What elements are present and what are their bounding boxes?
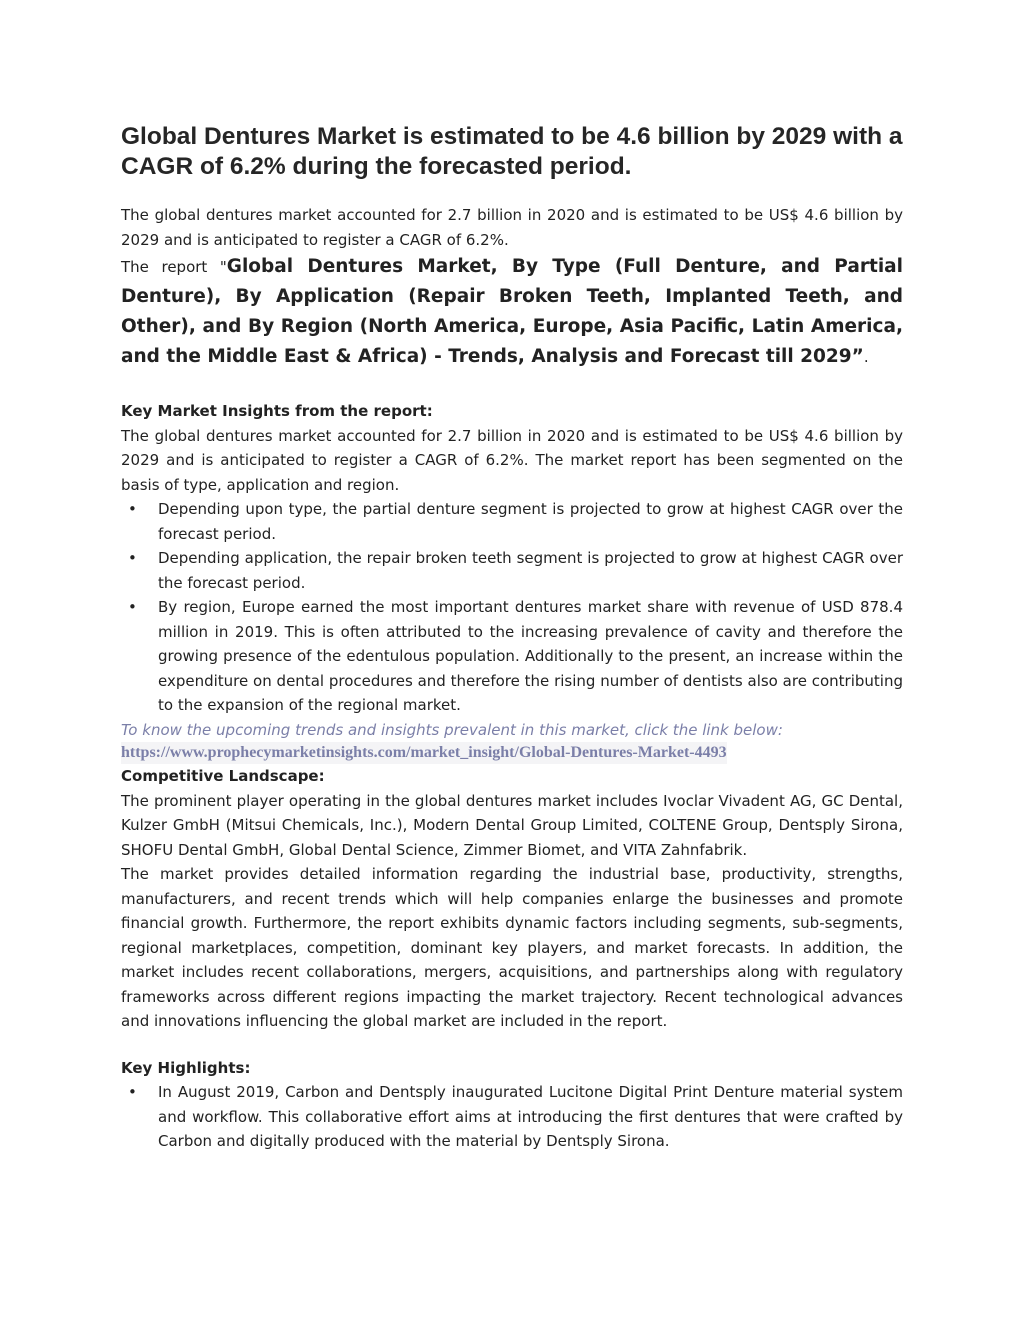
insights-heading: Key Market Insights from the report: <box>121 402 433 420</box>
report-title: Global Dentures Market, By Type (Full Denture, and Partial Denture), By Application (Repair Broken Teeth, Implanted Teeth, and Other), and By Region (North America, Europe, Asia Pacific, Latin America, and the Middle East & Africa) - Trends, Analysis and Forecast till 2029” <box>121 256 903 367</box>
report-link[interactable]: https://www.prophecymarketinsights.com/market_insight/Global-Dentures-Market-4493 <box>121 742 727 764</box>
list-item <box>121 497 903 546</box>
page-title: Global Dentures Market is estimated to be 4.6 billion by 2029 with a CAGR of 6.2% during the forecasted period. <box>121 123 903 180</box>
market-paragraph: The market provides detailed information regarding the industrial base, productivity, strengths, manufacturers, and recent trends which will help companies enlarge the businesses and promote financial growth. Furthermore, the report exhibits dynamic factors including segments, sub-segments, regional marketplaces, competition, dominant key players, and market forecasts. In addition, the market includes recent collaborations, mergers, acquisitions, and partnerships along with regulatory frameworks across different regions impacting the market trajectory. Recent technological advances and innovations influencing the global market are included in the report. <box>121 865 903 1030</box>
intro-paragraph: The global dentures market accounted for 2.7 billion in 2020 and is estimated to be US$ 4.6 billion by 2029 and is anticipated to register a CAGR of 6.2%. <box>121 206 903 249</box>
report-suffix: . <box>863 348 869 366</box>
insights-list <box>121 497 903 718</box>
list-item <box>121 595 903 718</box>
bullet-icon: • <box>128 1083 137 1101</box>
list-item-text: Depending upon type, the partial denture segment is projected to grow at highest CAGR over the forecast period. <box>158 500 903 543</box>
list-item <box>121 1080 903 1154</box>
highlights-heading: Key Highlights: <box>121 1058 251 1077</box>
list-item-text: Depending application, the repair broken teeth segment is projected to grow at highest CAGR over the forecast period. <box>158 549 903 592</box>
bullet-icon: • <box>128 549 137 567</box>
competitive-paragraph: The prominent player operating in the global dentures market includes Ivoclar Vivadent AG, GC Dental, Kulzer GmbH (Mitsui Chemicals, Inc.), Modern Dental Group Limited, COLTENE Group, Dentsply Sirona, SHOFU Dental GmbH, Global Dental Science, Zimmer Biomet, and VITA Zahnfabrik. <box>121 791 903 859</box>
report-paragraph <box>121 252 903 372</box>
bullet-icon: • <box>128 500 137 518</box>
bullet-icon: • <box>128 598 137 616</box>
list-item-text: By region, Europe earned the most important dentures market share with revenue of USD 878.4 million in 2019. This is often attributed to the increasing prevalence of cavity and therefore the growing presence of the edentulous population. Additionally to the present, an increase within the expenditure on dental procedures and therefore the rising number of dentists also are contributing to the expansion of the regional market. <box>158 598 903 714</box>
list-item <box>121 546 903 595</box>
insights-paragraph: The global dentures market accounted for 2.7 billion in 2020 and is estimated to be US$ 4.6 billion by 2029 and is anticipated to register a CAGR of 6.2%. The market report has been segmented on the basis of type, application and region. <box>121 426 903 494</box>
competitive-heading: Competitive Landscape: <box>121 767 325 785</box>
report-prefix: The report " <box>121 258 227 276</box>
link-prompt: To know the upcoming trends and insights prevalent in this market, click the link below: <box>121 720 783 739</box>
list-item-text: In August 2019, Carbon and Dentsply inaugurated Lucitone Digital Print Denture material system and workflow. This collaborative effort aims at introducing the first dentures that were crafted by Carbon and digitally produced with the material by Dentsply Sirona. <box>158 1083 903 1150</box>
highlights-list <box>121 1080 903 1154</box>
